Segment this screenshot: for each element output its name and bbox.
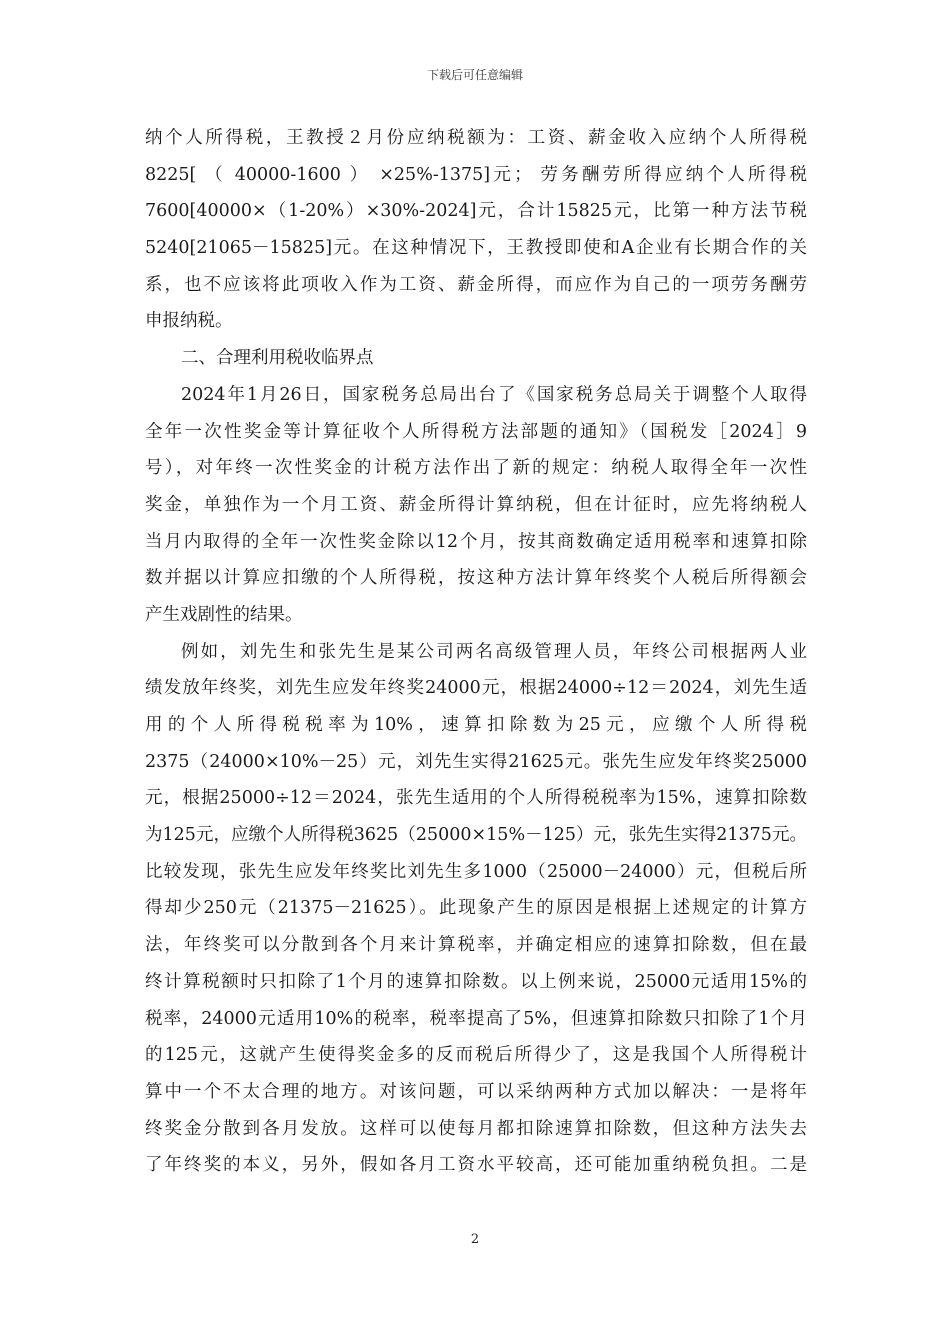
text-line: 系，也不应该将此项收入作为工资、薪金所得，而应作为自己的一项劳务酬劳 xyxy=(145,274,807,295)
text-line: 终计算税额时只扣除了1个月的速算扣除数。以上例来说，25000元适用15%的 xyxy=(145,971,807,992)
text-line: 法，年终奖可以分散到各个月来计算税率，并确定相应的速算扣除数，但在最 xyxy=(145,935,807,956)
text-line: 全年一次性奖金等计算征收个人所得税方法部题的通知》（国税发［2024］9 xyxy=(145,421,807,442)
text-line: 纳个人所得税，王教授２月份应纳税额为：工资、薪金收入应纳个人所得税 xyxy=(145,128,807,148)
text-line: 绩发放年终奖，刘先生应发年终奖24000元，根据24000÷12＝2024，刘先生适 xyxy=(145,678,807,699)
text-line: 用的个人所得税税率为10%，速算扣除数为25元，应缴个人所得税 xyxy=(145,715,807,735)
text-line: 2024年1月26日，国家税务总局出台了《国家税务总局关于调整个人取得 xyxy=(181,384,807,405)
text-line: 7600[40000×（1-20%）×30%-2024]元，合计15825元，比第一种方法节税 xyxy=(145,201,807,222)
text-line: 当月内取得的全年一次性奖金除以12个月，按其商数确定适用税率和速算扣除 xyxy=(145,531,807,552)
text-line: 比较发现，张先生应发年终奖比刘先生多1000（25000－24000）元，但税后所 xyxy=(145,861,807,882)
text-line: 算中一个不太合理的地方。对该问题，可以采纳两种方式加以解决：一是将年 xyxy=(145,1081,807,1102)
text-line: 产生戏剧性的结果。 xyxy=(145,604,303,625)
text-line: 了年终奖的本义，另外，假如各月工资水平较高，还可能加重纳税负担。二是 xyxy=(145,1155,807,1176)
text-line: 税率，24000元适用10%的税率，税率提高了5%，但速算扣除数只扣除了1个月 xyxy=(145,1008,807,1029)
text-line: 元，根据25000÷12＝2024，张先生适用的个人所得税税率为15%，速算扣除数 xyxy=(145,788,807,809)
text-line: 号），对年终一次性奖金的计税方法作出了新的规定：纳税人取得全年一次性 xyxy=(145,458,807,479)
text-line: 得却少250元（21375－21625）。此现象产生的原因是根据上述规定的计算方 xyxy=(145,898,807,919)
text-line: 终奖金分散到各月发放。这样可以使每月都扣除速算扣除数，但这种方法失去 xyxy=(145,1118,807,1139)
text-line: 申报纳税。 xyxy=(145,311,233,332)
text-line: 例如，刘先生和张先生是某公司两名高级管理人员，年终公司根据两人业 xyxy=(181,641,807,662)
page-header: 下载后可任意编辑 xyxy=(426,68,523,82)
text-line: 为125元，应缴个人所得税3625（25000×15%－125）元，张先生实得21375元。 xyxy=(145,825,807,846)
text-line: 5240[21065－15825]元。在这种情况下，王教授即使和A企业有长期合作的关 xyxy=(145,238,807,259)
text-line: 2375（24000×10%－25）元，刘先生实得21625元。张先生应发年终奖25000 xyxy=(145,751,807,772)
text-line: 数并据以计算应扣缴的个人所得税，按这种方法计算年终奖个人税后所得额会 xyxy=(145,568,807,589)
page-number: 2 xyxy=(470,1232,480,1247)
document-body xyxy=(145,120,807,1184)
text-line: 二、合理利用税收临界点 xyxy=(181,348,374,369)
text-line: 8225[ （ 40000-1600 ） ×25%-1375]元； 劳务酬劳所得应纳个人所得税 xyxy=(145,164,807,185)
text-line: 的125元，这就产生使得奖金多的反而税后所得少了，这是我国个人所得税计 xyxy=(145,1045,807,1066)
text-line: 奖金，单独作为一个月工资、薪金所得计算纳税，但在计征时，应先将纳税人 xyxy=(145,494,807,515)
